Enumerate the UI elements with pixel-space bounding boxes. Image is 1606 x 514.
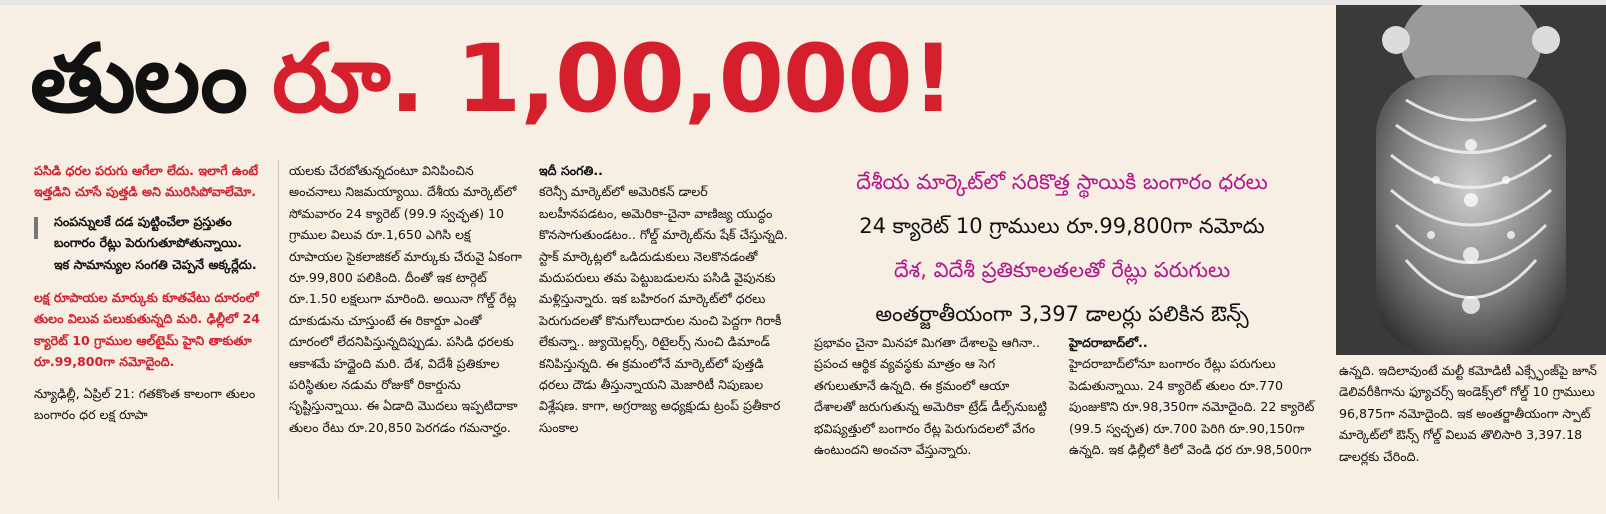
intro-paragraph: పసిడి ధరల పరుగు ఆగేలా లేదు. ఇలాగే ఉంటే ఇత్తడిని చూసే పుత్తడి అని మురిసిపోవాలేమో. — [34, 163, 259, 200]
intro-column — [34, 160, 260, 425]
deck-line-2: 24 క్యారెట్ 10 గ్రాములు రూ.99,800గా నమోదు — [859, 214, 1265, 238]
pull-quote — [34, 211, 260, 275]
article-text: ప్రభావం చైనా మినహా మిగతా దేశాలపై ఆగినా.. ప్రపంచ ఆర్థిక వ్యవస్థకు మాత్రం ఆ సెగ తగులుతూనే ఉన్నది. ఈ క్రమంలో ఆయా దేశాలతో జరుగుతున్న అమెరికా ట్రేడ్ డీల్స్‌నుబట్టి భవిష్యత్తులో బంగారం రేట్ల పెరుగుదలలో వేగం ఉంటుందని అంచనా వేస్తున్నారు. — [814, 335, 1048, 458]
article-column-3 — [539, 160, 789, 438]
article-text: యలకు చేరబోతున్నదంటూ వినిపించిన అంచనాలు నిజమయ్యాయి. దేశీయ మార్కెట్‌లో సోమవారం 24 క్యారెట్ (99.9 స్వచ్ఛత) 10 గ్రాముల విలువ రూ.1,650 ఎగిసి లక్ష రూపాయల సైకలాజికల్ మార్కుకు చేరువై ఏకంగా రూ.99,800 పలికింది. దీంతో ఇక టార్గెట్ రూ.1.50 లక్షలుగా మారింది. అయినా గోల్డ్ రేట్ల దూకుడును చూస్తుంటే ఈ రికార్డూ ఎంతో దూరంలో లేదనిపిస్తున్నదిప్పుడు. పసిడి ధరలకు ఆకాశమే హద్దైంది మరి. దేశ, విదేశీ ప్రతికూల పరిస్థితుల నడుమ రోజుకో రికార్డును సృష్టిస్తున్నాయి. ఈ ఏడాది మొదలు ఇప్పటిదాకా తులం రేటు రూ.20,850 పెరగడం గమనార్హం. — [289, 163, 522, 435]
deck-line-3: దేశ, విదేశీ ప్రతికూలతలతో రేట్లు పరుగులు — [893, 258, 1231, 282]
subheading: ఇదీ సంగతి.. — [539, 163, 603, 178]
article-column-5 — [1069, 332, 1319, 460]
jewellery-illustration-icon — [1336, 5, 1606, 355]
article-column-4 — [814, 332, 1054, 460]
deck-highlights — [812, 160, 1312, 336]
pull-quote-text: సంపన్నులకే దడ పుట్టించేలా ప్రస్తుతం బంగారం రేట్లు పెరుగుతూపోతున్నాయి. ఇక సామాన్యుల సంగతి చెప్పనే అక్కర్లేదు. — [54, 213, 257, 272]
quote-bar — [34, 217, 38, 239]
article-column-2 — [289, 160, 525, 438]
article-text: ఉన్నది. ఇదిలావుంటే మల్టీ కమోడిటీ ఎక్స్ఛేంజ్‌పై జూన్ డెలివరీకిగాను ఫ్యూచర్స్ ఇండెక్స్‌లో గోల్డ్ 10 గ్రాములు 96,875గా నమోదైంది. ఇక అంతర్జాతీయంగా స్పాట్ మార్కెట్‌లో ఔన్స్ గోల్డ్ విలువ తొలిసారి 3,397.18 డాలర్లకు చేరింది. — [1339, 363, 1598, 464]
article-column-6 — [1339, 360, 1601, 467]
intro-paragraph-2: లక్ష రూపాయల మార్కుకు కూతవేటు దూరంలో తులం విలువ పలుకుతున్నది మరి. ఢిల్లీలో 24 క్యారెట్ 10 గ్రాముల ఆల్‌టైమ్ హైని తాకుతూ రూ.99,800గా నమోదైంది. — [34, 290, 260, 370]
headline — [30, 10, 954, 150]
column-divider — [278, 160, 279, 500]
subheading: హైదరాబాద్‌లో.. — [1069, 335, 1148, 350]
jewellery-photo — [1336, 5, 1606, 355]
deck-line-1: దేశీయ మార్కెట్‌లో సరికొత్త స్థాయికి బంగారం ధరలు — [856, 170, 1268, 194]
headline-red: రూ. 1,00,000! — [271, 25, 954, 134]
deck-line-4: అంతర్జాతీయంగా 3,397 డాలర్లు పలికిన ఔన్స్ — [875, 302, 1249, 326]
dateline-paragraph: న్యూఢిల్లీ, ఏప్రిల్ 21: గతకొంత కాలంగా తులం బంగారం ధర లక్ష రూపా — [34, 385, 256, 423]
article-text: కరెన్సీ మార్కెట్‌లో అమెరికన్ డాలర్ బలహీనపడటం, అమెరికా-చైనా వాణిజ్య యుద్ధం కొనసాగుతుండటం.. గోల్డ్ మార్కెట్‌ను షేక్ చేస్తున్నది. స్టాక్ మార్కెట్లలో ఒడిదుడుకులు నెలకొనడంతో మదుపరులు తమ పెట్టుబడులను పసిడి వైపునకు మళ్లిస్తున్నారు. ఇక బహిరంగ మార్కెట్‌లో ధరలు పెరుగుదలతో కొనుగోలుదారుల నుంచి పెద్దగా గిరాకీ లేకున్నా.. జ్యుయెల్లర్స్, రిటైలర్స్ నుంచి డిమాండ్ కనిపిస్తున్నది. ఈ క్రమంలోనే మార్కెట్‌లో పుత్తడి ధరలు దౌడు తీస్తున్నాయని మెజారిటీ నిపుణుల విశ్లేషణ. కాగా, అగ్రరాజ్య అధ్యక్షుడు ట్రంప్ ప్రతీకార సుంకాల — [539, 184, 788, 435]
headline-black: తులం — [30, 25, 246, 134]
article-text: హైదరాబాద్‌లోనూ బంగారం రేట్లు పరుగులు పెడుతున్నాయి. 24 క్యారెట్ తులం రూ.770 పుంజుకొని రూ.98,350గా నమోదైంది. 22 క్యారెట్ (99.5 స్వచ్ఛత) రూ.700 పెరిగి రూ.90,150గా ఉన్నది. ఇక ఢిల్లీలో కిలో వెండి ధర రూ.98,500గా — [1069, 356, 1315, 458]
